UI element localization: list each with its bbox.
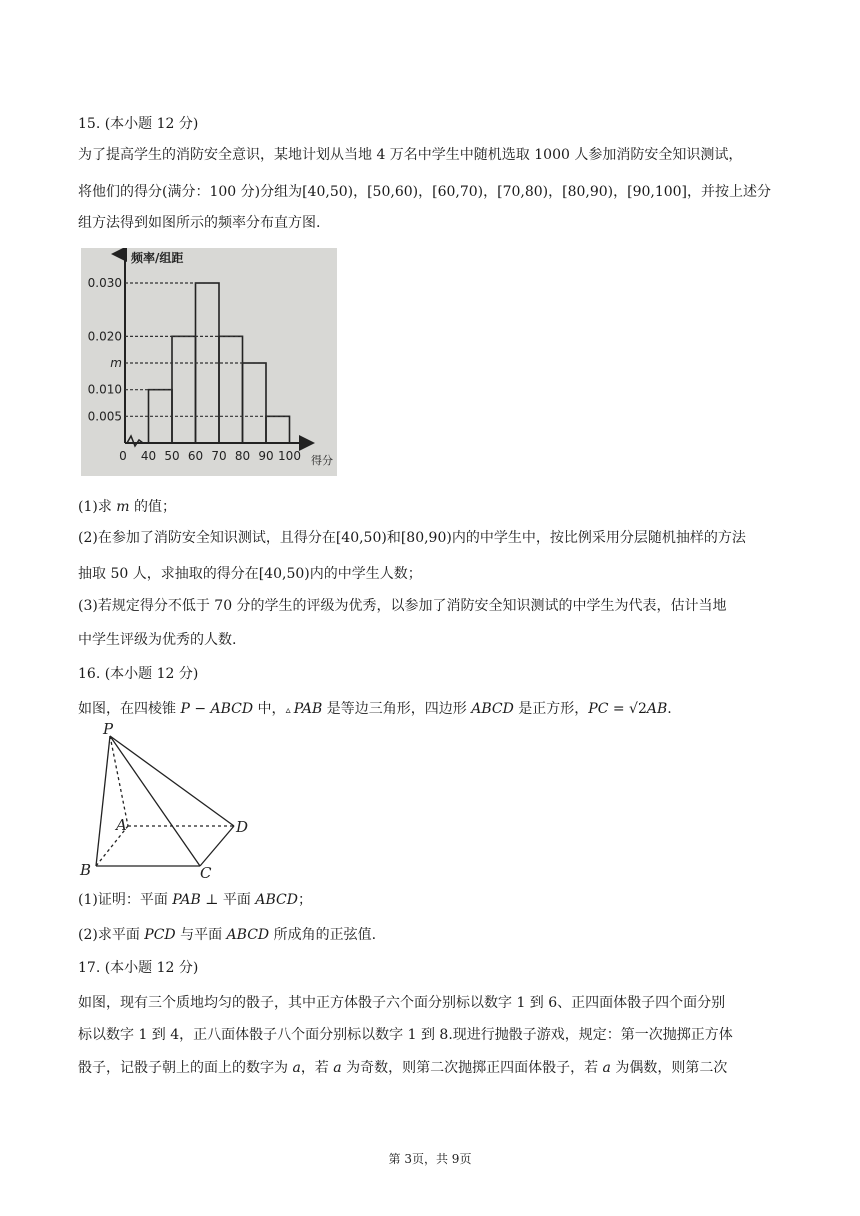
label-B: B	[80, 861, 92, 879]
q17-header: 17. (本小题 12 分)	[78, 960, 199, 976]
x-tick-label: 70	[211, 449, 227, 463]
q17-line-2: 标以数字 1 到 4，正八面体骰子八个面分别标以数字 1 到 8.现进行抛骰子游戏，规定：第一次抛掷正方体	[78, 1027, 733, 1043]
q15-part-3-line-1: (3)若规定得分不低于 70 分的学生的评级为优秀，以参加了消防安全知识测试的中学生为代表，估计当地	[78, 598, 727, 614]
y-tick-label: 0.020	[87, 329, 122, 344]
label-P: P	[103, 720, 114, 738]
y-tick-label: 0.005	[87, 409, 122, 424]
x-tick-label: 90	[258, 449, 274, 463]
y-tick-label: m	[110, 356, 122, 371]
q15-part-2-line-1: (2)在参加了消防安全知识测试，且得分在[40,50)和[80,90)内的中学生中，按比例采用分层随机抽样的方法	[78, 530, 746, 546]
x-tick-label: 100	[278, 449, 301, 463]
q15-intro-line-1: 为了提高学生的消防安全意识，某地计划从当地 4 万名中学生中随机选取 1000 人参加消防安全知识测试，	[78, 147, 743, 163]
edge-PB	[96, 736, 110, 866]
q15-part-2-line-2: 抽取 50 人，求抽取的得分在[40,50)内的中学生人数；	[78, 566, 422, 582]
q15-part-3-line-2: 中学生评级为优秀的人数.	[78, 632, 237, 648]
x-tick-label: 60	[187, 449, 204, 463]
q15-part-1: (1)求 m 的值；	[78, 499, 177, 515]
edge-PD	[110, 736, 234, 826]
q16-header: 16. (本小题 12 分)	[78, 666, 199, 682]
pyramid-diagram	[76, 720, 266, 882]
x-tick-label: 50	[164, 449, 180, 463]
q16-part-1: (1)证明：平面 PAB ⊥ 平面 ABCD；	[78, 892, 312, 908]
page-footer: 第 3页，共 9页	[388, 1152, 472, 1166]
y-tick-label: 0.030	[87, 276, 122, 291]
x-tick-label: 80	[234, 449, 251, 463]
x-axis-label: 得分	[311, 454, 333, 467]
label-C: C	[200, 864, 212, 882]
q15-intro-line-3: 组方法得到如图所示的频率分布直方图.	[78, 215, 321, 231]
histogram-photo	[81, 248, 337, 476]
edge-CD	[200, 826, 234, 866]
x-tick-label: 40	[140, 449, 157, 463]
q16-statement: 如图，在四棱锥 P − ABCD 中，▵ PAB 是等边三角形，四边形 ABCD 是正方形，PC = √2AB.	[78, 701, 672, 717]
q17-line-1: 如图，现有三个质地均匀的骰子，其中正方体骰子六个面分别标以数字 1 到 6、正四面体骰子四个面分别	[78, 995, 726, 1011]
y-axis-label: 频率/组距	[131, 251, 184, 265]
frequency-histogram	[81, 248, 337, 476]
x-tick-label: 0	[119, 449, 127, 463]
q16-part-2: (2)求平面 PCD 与平面 ABCD 所成角的正弦值.	[78, 927, 377, 943]
label-D: D	[236, 818, 249, 836]
q15-header: 15. (本小题 12 分)	[78, 116, 199, 132]
label-A: A	[116, 816, 127, 834]
q15-intro-line-2: 将他们的得分(满分：100 分)分组为[40,50)，[50,60)，[60,70)，[70,80)，[80,90)，[90,100]，并按上述分	[78, 184, 772, 200]
y-tick-label: 0.010	[87, 382, 122, 397]
q17-line-3: 骰子，记骰子朝上的面上的数字为 a，若 a 为奇数，则第二次抛掷正四面体骰子，若 a 为偶数，则第二次	[78, 1060, 728, 1076]
